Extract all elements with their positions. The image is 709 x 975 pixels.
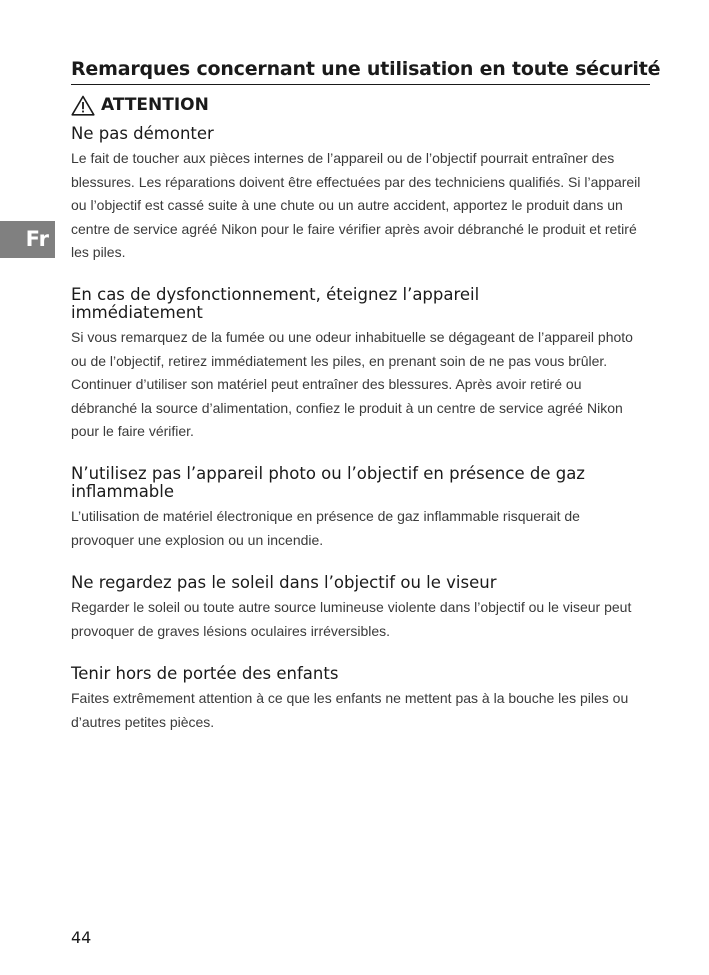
section-heading: En cas de dysfonctionnement, éteignez l’appareil immédiatement	[71, 285, 480, 322]
section-children	[71, 665, 646, 734]
section-heading: Tenir hors de portée des enfants	[71, 664, 339, 683]
page-number: 44	[71, 928, 92, 947]
attention-label: ATTENTION	[101, 95, 209, 115]
section-body: Si vous remarquez de la fumée ou une odeur inhabituelle se dégageant de l’appareil photo ou de l’objectif, retirez immédiatement les piles, en prenant soin de ne pas vous brûler. Continuer d’utiliser son matériel peut entraîner des blessures. Après avoir retiré ou débranché la source d’alimentation, confiez le produit à un centre de service agréé Nikon pour le faire vérifier.	[71, 329, 633, 439]
section-heading: Ne pas démonter	[71, 124, 214, 143]
section-flammable-gas	[71, 465, 646, 552]
warning-triangle-icon	[71, 95, 95, 116]
language-tab: Fr	[0, 221, 55, 258]
section-malfunction	[71, 286, 646, 444]
section-heading: Ne regardez pas le soleil dans l’objectif ou le viseur	[71, 573, 497, 592]
section-body: L’utilisation de matériel électronique en présence de gaz inflammable risquerait de provoquer une explosion ou un incendie.	[71, 508, 580, 548]
title-divider	[71, 84, 650, 85]
section-body: Faites extrêmement attention à ce que les enfants ne mettent pas à la bouche les piles ou d’autres petites pièces.	[71, 690, 629, 730]
section-heading: N’utilisez pas l’appareil photo ou l’objectif en présence de gaz inflammable	[71, 464, 585, 501]
section-body: Le fait de toucher aux pièces internes de l’appareil ou de l’objectif pourrait entraîner des blessures. Les réparations doivent être effectuées par des techniciens qualifiés. Si l’appareil ou l’objectif est cassé suite à une chute ou un autre accident, apportez le produit dans un centre de service agréé Nikon pour le faire vérifier après avoir débranché le produit et retiré les piles.	[71, 150, 641, 260]
section-body: Regarder le soleil ou toute autre source lumineuse violente dans l’objectif ou le viseur peut provoquer de graves lésions oculaires irréversibles.	[71, 599, 632, 639]
section-sun	[71, 574, 646, 643]
page-title: Remarques concernant une utilisation en toute sécurité	[71, 58, 661, 80]
section-disassembly	[71, 125, 646, 265]
attention-banner	[71, 94, 209, 116]
